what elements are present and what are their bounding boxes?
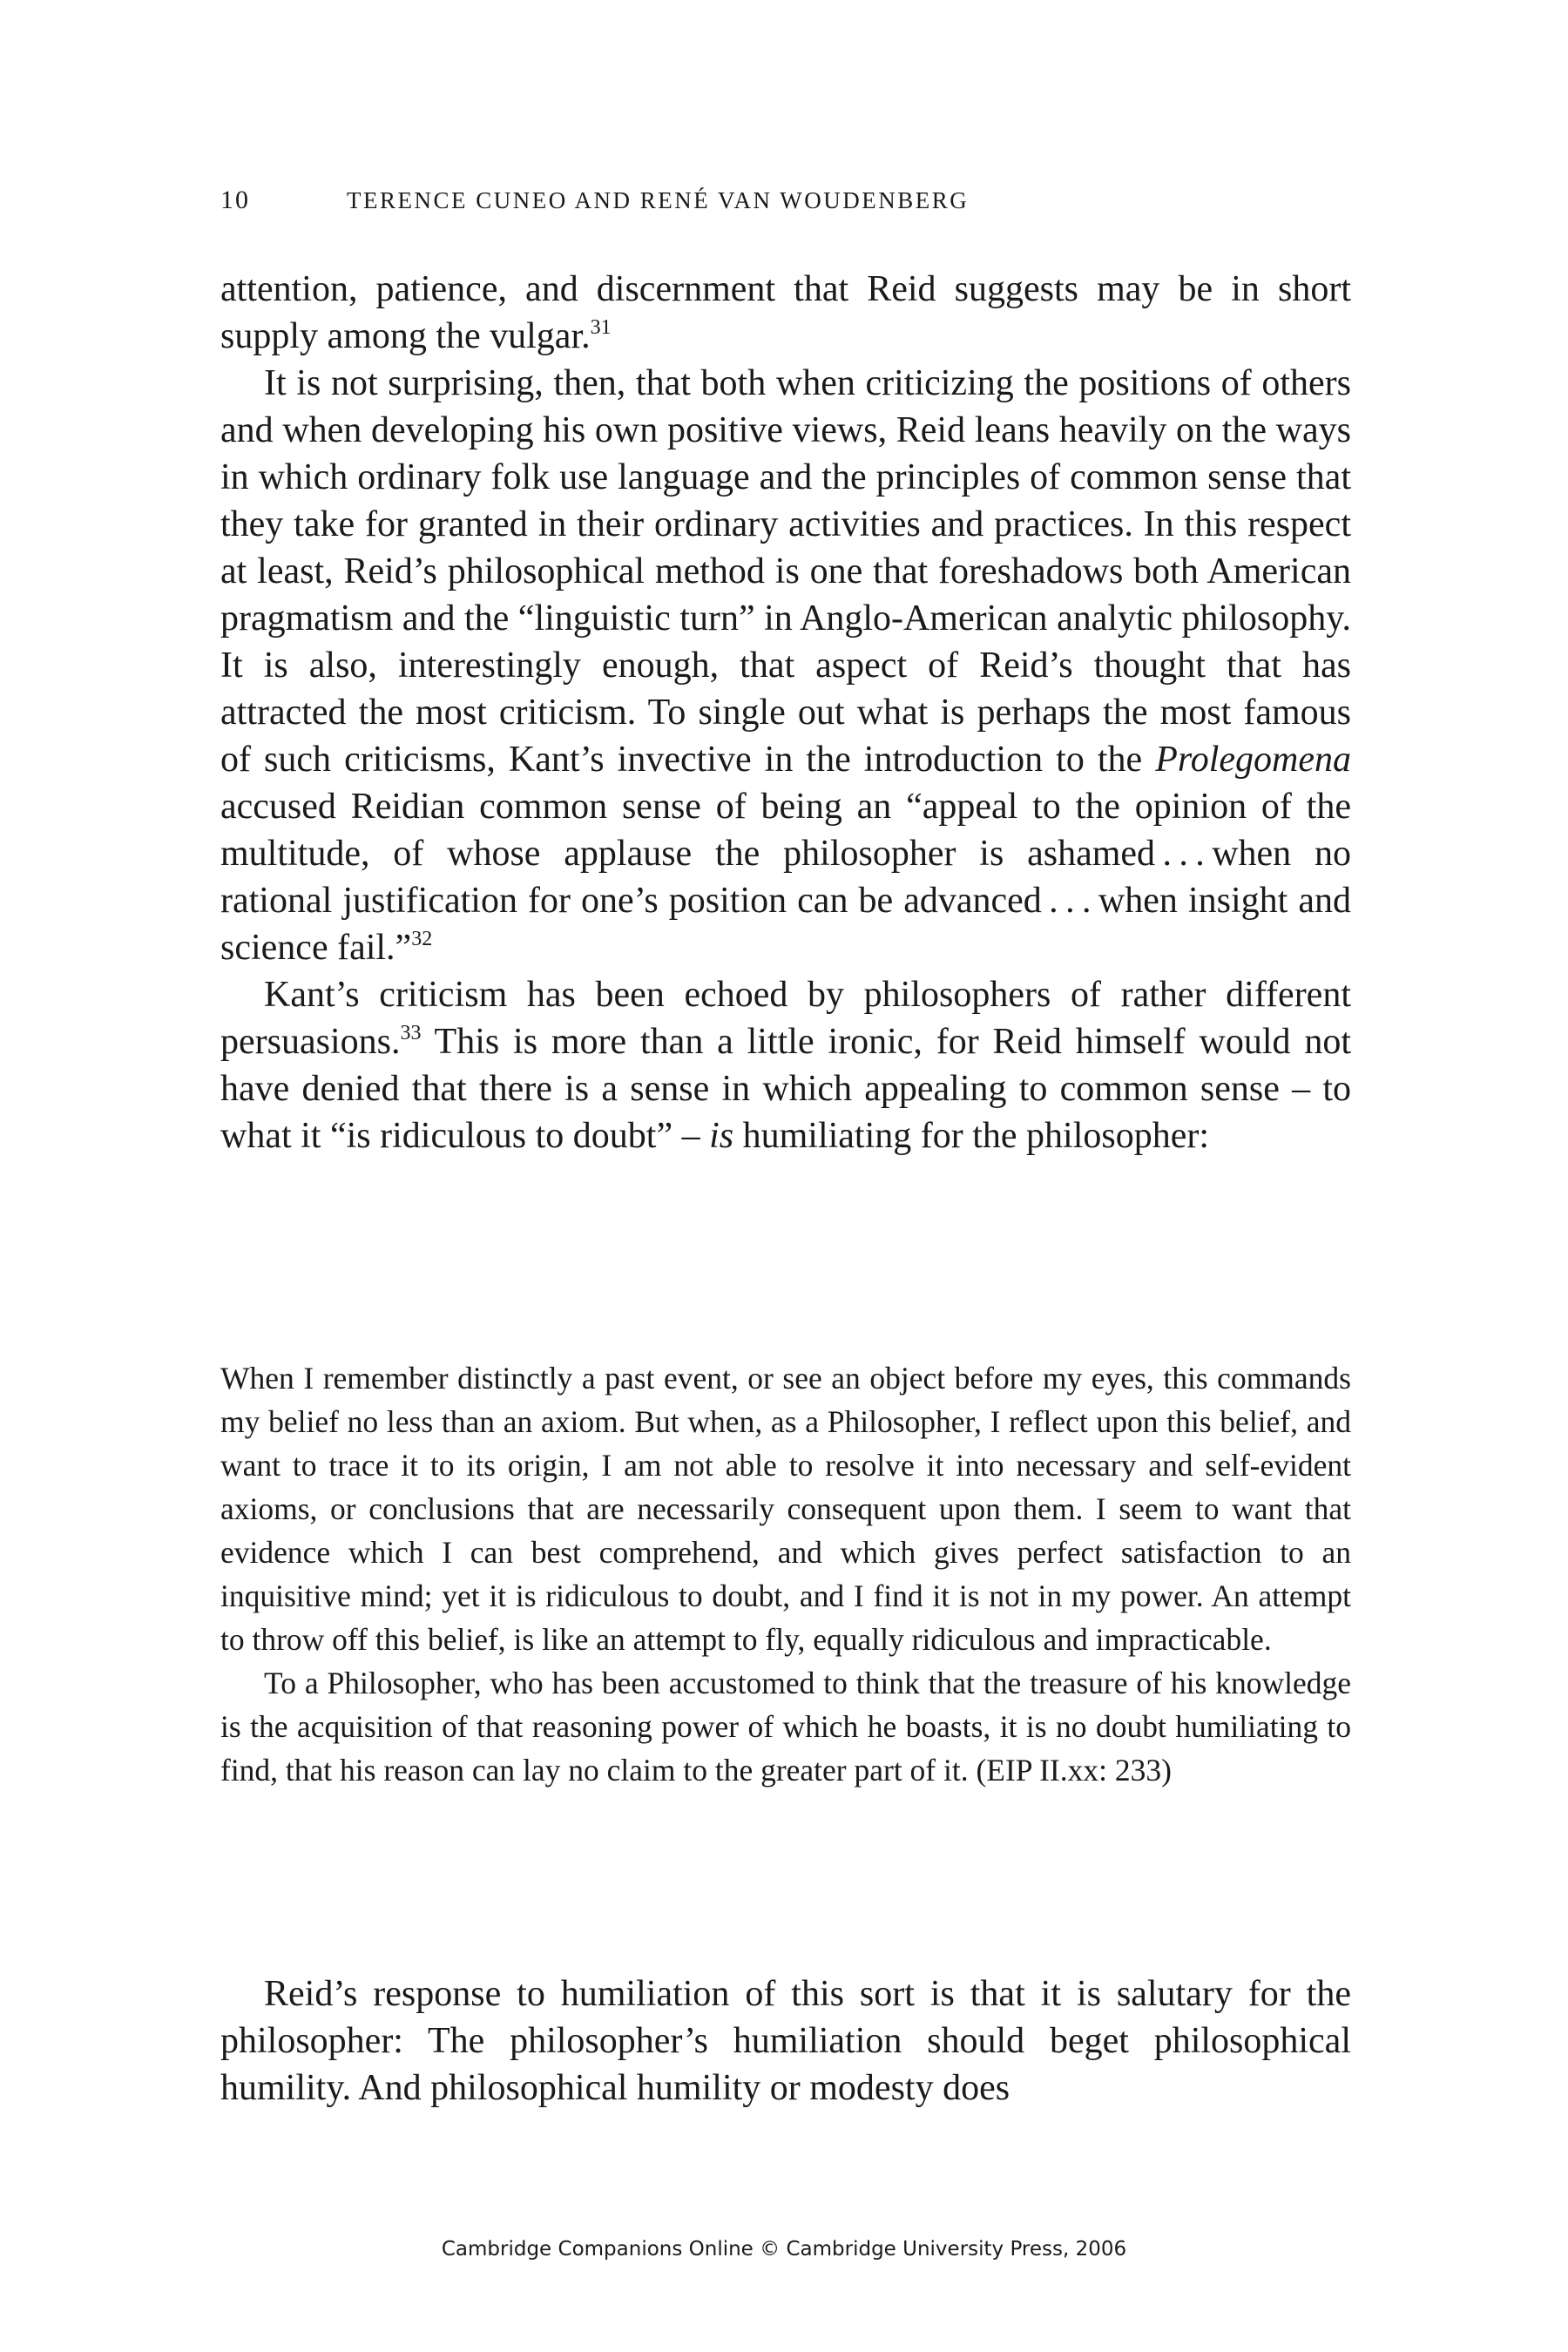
footnote-ref-33: 33 [400, 1022, 422, 1044]
closing-paragraph: Reid’s response to humiliation of this sort is that it is salutary for the philosopher: The philosopher’s humiliation should beget philosophical humility. And philosophical humility or modesty does [220, 1974, 1351, 2108]
paragraph-3-text-a: Kant’s criticism has been echoed by philosophers of rather different persuasions. [220, 975, 1351, 1062]
paragraph-2-text-a: It is not surprising, then, that both when criticizing the positions of others and when developing his own positive views, Reid leans heavily on the ways in which ordinary folk use language and the principles of common sense that they take for granted in their ordinary activities and practices. In this respect at least, Reid’s philosophical method is one that foreshadows both American pragmatism and the “linguistic turn” in Anglo-American analytic philosophy. It is also, interestingly enough, that aspect of Reid’s thought that has attracted the most criticism. To single out what is perhaps the most famous of such criticisms, Kant’s invective in the introduction to the [220, 363, 1351, 780]
quote-paragraph-1: When I remember distinctly a past event, or see an object before my eyes, this commands my belief no less than an axiom. But when, as a Philosopher, I reflect upon this belief, and want to trace it to its origin, I am not able to resolve it into necessary and self-evident axioms, or conclusions that are necessarily consequent upon them. I seem to want that evidence which I can best comprehend, and which gives perfect satisfaction to an inquisitive mind; yet it is ridiculous to doubt, and I find it is not in my power. An attempt to throw off this belief, is like an attempt to fly, equally ridiculous and impracticable. [220, 1361, 1351, 1657]
paragraph-1-text: attention, patience, and discernment that Reid suggests may be in short supply among the vulgar. [220, 269, 1351, 356]
footnote-ref-31: 31 [590, 316, 612, 339]
prolegomena-title: Prolegomena [1155, 740, 1351, 780]
footnote-ref-32: 32 [411, 928, 433, 950]
paragraph-2-text-b: accused Reidian common sense of being an “appeal to the opinion of the multitude, of whose applause the philosopher is ashamed . . . when no rational justification for one’s position can be advanced . . . when insight and science fail.” [220, 787, 1351, 968]
running-head [220, 183, 1353, 218]
paragraph-3-text-b: This is more than a little ironic, for Reid himself would not have denied that there is a sense in which appealing to common sense – to what it “is ridiculous to doubt” – [220, 1022, 1351, 1156]
body-text-bottom [220, 1970, 1351, 2112]
body-text-top [220, 266, 1351, 1159]
emphasis-is: is [709, 1116, 734, 1156]
paragraph-3-text-c: humiliating for the philosopher: [733, 1116, 1210, 1156]
page-footer: Cambridge Companions Online © Cambridge University Press, 2006 [441, 2238, 1127, 2261]
paragraph-1 [220, 266, 1351, 360]
paragraph-3 [220, 971, 1351, 1159]
paragraph-2 [220, 360, 1351, 971]
page-number: 10 [220, 186, 250, 214]
running-head-authors: TERENCE CUNEO AND RENÉ VAN WOUDENBERG [347, 187, 970, 213]
quote-paragraph-2: To a Philosopher, who has been accustomed to think that the treasure of his knowledge is the acquisition of that reasoning power of which he boasts, it is no doubt humiliating to find, that his reason can lay no claim to the greater part of it. (EIP II.xx: 233) [220, 1666, 1351, 1788]
block-quote [220, 1356, 1351, 1792]
